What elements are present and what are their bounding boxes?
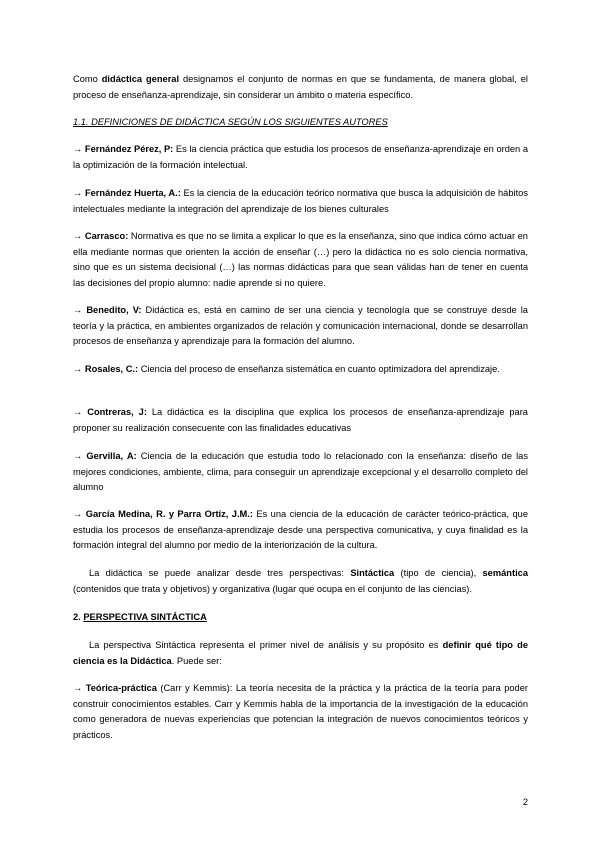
intro-bold-term: didáctica general — [101, 74, 180, 84]
arrow-icon: → — [73, 407, 83, 417]
teorica-text: (Carr y Kemmis): La teoría necesita de la práctica y la práctica de la teoría para poder construir conocimientos estables. Carr y Kemmis habla de la importancia de la investigación de la educación como generadora de nuevas experiencias que potencian la integración de nuevos conocimientos teóricos y prácticos. — [73, 683, 528, 740]
heading-perspectiva — [73, 610, 528, 626]
section-number: 2. — [73, 612, 84, 622]
definition-author: Carrasco: — [84, 231, 129, 241]
definition-author: Contreras, J: — [87, 407, 147, 417]
perspectives-text-rest: (contenidos que trata y objetivos) y organizativa (lugar que ocupa en el conjunto de las ciencias). — [73, 583, 472, 594]
definition-author: Fernández Pérez, P: — [84, 144, 174, 154]
intro-text-rest: designamos el conjunto de normas en que se fundamenta, de manera global, el proceso de enseñanza-aprendizaje, sin considerar un ámbito o materia específico. — [73, 74, 528, 100]
definition-text: Es la ciencia de la educación teórico normativa que busca la adquisición de hábitos intelectuales mediante la integración del aprendizaje de los bienes culturales — [73, 188, 528, 214]
definition-item — [73, 142, 528, 173]
syntactic-text: La perspectiva Sintáctica representa el primer nivel de análisis y su propósito es — [89, 640, 443, 650]
arrow-icon: → — [73, 364, 83, 374]
teorica-label: Teórica-práctica — [85, 683, 157, 693]
definition-author: Benedito, V: — [86, 305, 142, 315]
definition-item — [73, 186, 528, 217]
section-heading-2: PERSPECTIVA SINTÁCTICA — [83, 612, 207, 622]
perspectives-paragraph — [73, 566, 528, 597]
arrow-icon: → — [73, 509, 83, 519]
syntactic-bold: definir qué tipo de ciencia es la Didáctica — [73, 640, 529, 666]
definition-text: Ciencia de la educación que estudia todo lo relacionado con la enseñanza: diseño de las mejores condiciones, ambiente, clima, para conseguir un aprendizaje excepcional y el desarrollo completo del alumno — [73, 451, 528, 493]
definition-item — [73, 303, 528, 350]
definition-text: Didáctica es, está en camino de ser una ciencia y tecnología que se construye desde la teoría y la práctica, en ambientes organizados de relación y comunicación internacional, donde se desarrollan procesos de enseñanza y aprendizaje para la formación del alumno. — [73, 305, 528, 347]
definition-text: La didáctica es la disciplina que explica los procesos de enseñanza-aprendizaje para proponer su realización consecuente con las finalidades educativas — [73, 407, 528, 433]
definition-author: Fernández Huerta, A.: — [84, 188, 181, 198]
arrow-icon: → — [73, 144, 83, 154]
teorica-item — [73, 681, 528, 743]
definition-author: García Medina, R. y Parra Ortíz, J.M.: — [85, 509, 253, 519]
section-heading-1-1: 1.1. DEFINICIONES DE DIDÁCTICA SEGÚN LOS SIGUIENTES AUTORES — [73, 117, 388, 127]
arrow-icon: → — [73, 231, 83, 241]
definition-item — [73, 449, 528, 496]
definition-text: Es una ciencia de la educación de carácter teórico-práctica, que estudia los procesos de enseñanza-aprendizaje desde una perspectiva comunicativa, y cuya finalidad es la formación integral del alumno por medio de la interiorización de la cultura. — [73, 509, 528, 551]
perspectives-text-mid: (tipo de ciencia), — [394, 568, 483, 578]
perspectives-text: La didáctica se puede analizar desde tres perspectivas: — [89, 568, 351, 578]
perspective-semantica: semántica — [482, 568, 528, 578]
definition-item — [73, 229, 528, 291]
definition-text: Es la ciencia práctica que estudia los procesos de enseñanza-aprendizaje en orden a la optimización de la formación intelectual. — [73, 144, 528, 170]
definition-author: Gervilla, A: — [86, 451, 137, 461]
intro-text: Como — [73, 74, 102, 84]
arrow-icon: → — [73, 683, 83, 693]
syntactic-text-rest: . Puede ser: — [171, 655, 222, 666]
heading-definitions — [73, 115, 528, 131]
definition-text: Ciencia del proceso de enseñanza sistemática en cuanto optimizadora del aprendizaje. — [138, 364, 500, 374]
definition-item — [73, 405, 528, 436]
arrow-icon: → — [73, 188, 83, 198]
definition-text: Normativa es que no se limita a explicar lo que es la enseñanza, sino que indica cómo actuar en ella mediante normas que orienten la acción de enseñar (…) pero la didáctica no es solo ciencia normativa, sino que es un sistema decisional (…) las normas didácticas para que sean válidas han de tener en cuenta las decisiones del propio alumno: nadie aprende si no quiere. — [73, 231, 528, 288]
page-number: 2 — [522, 797, 528, 807]
definition-author: Rosales, C.: — [84, 364, 139, 374]
syntactic-paragraph — [73, 638, 528, 669]
definition-item — [73, 362, 528, 378]
arrow-icon: → — [73, 305, 83, 315]
arrow-icon: → — [73, 451, 83, 461]
definition-item — [73, 507, 528, 554]
intro-paragraph — [73, 72, 528, 103]
perspective-sintactica: Sintáctica — [350, 568, 395, 578]
